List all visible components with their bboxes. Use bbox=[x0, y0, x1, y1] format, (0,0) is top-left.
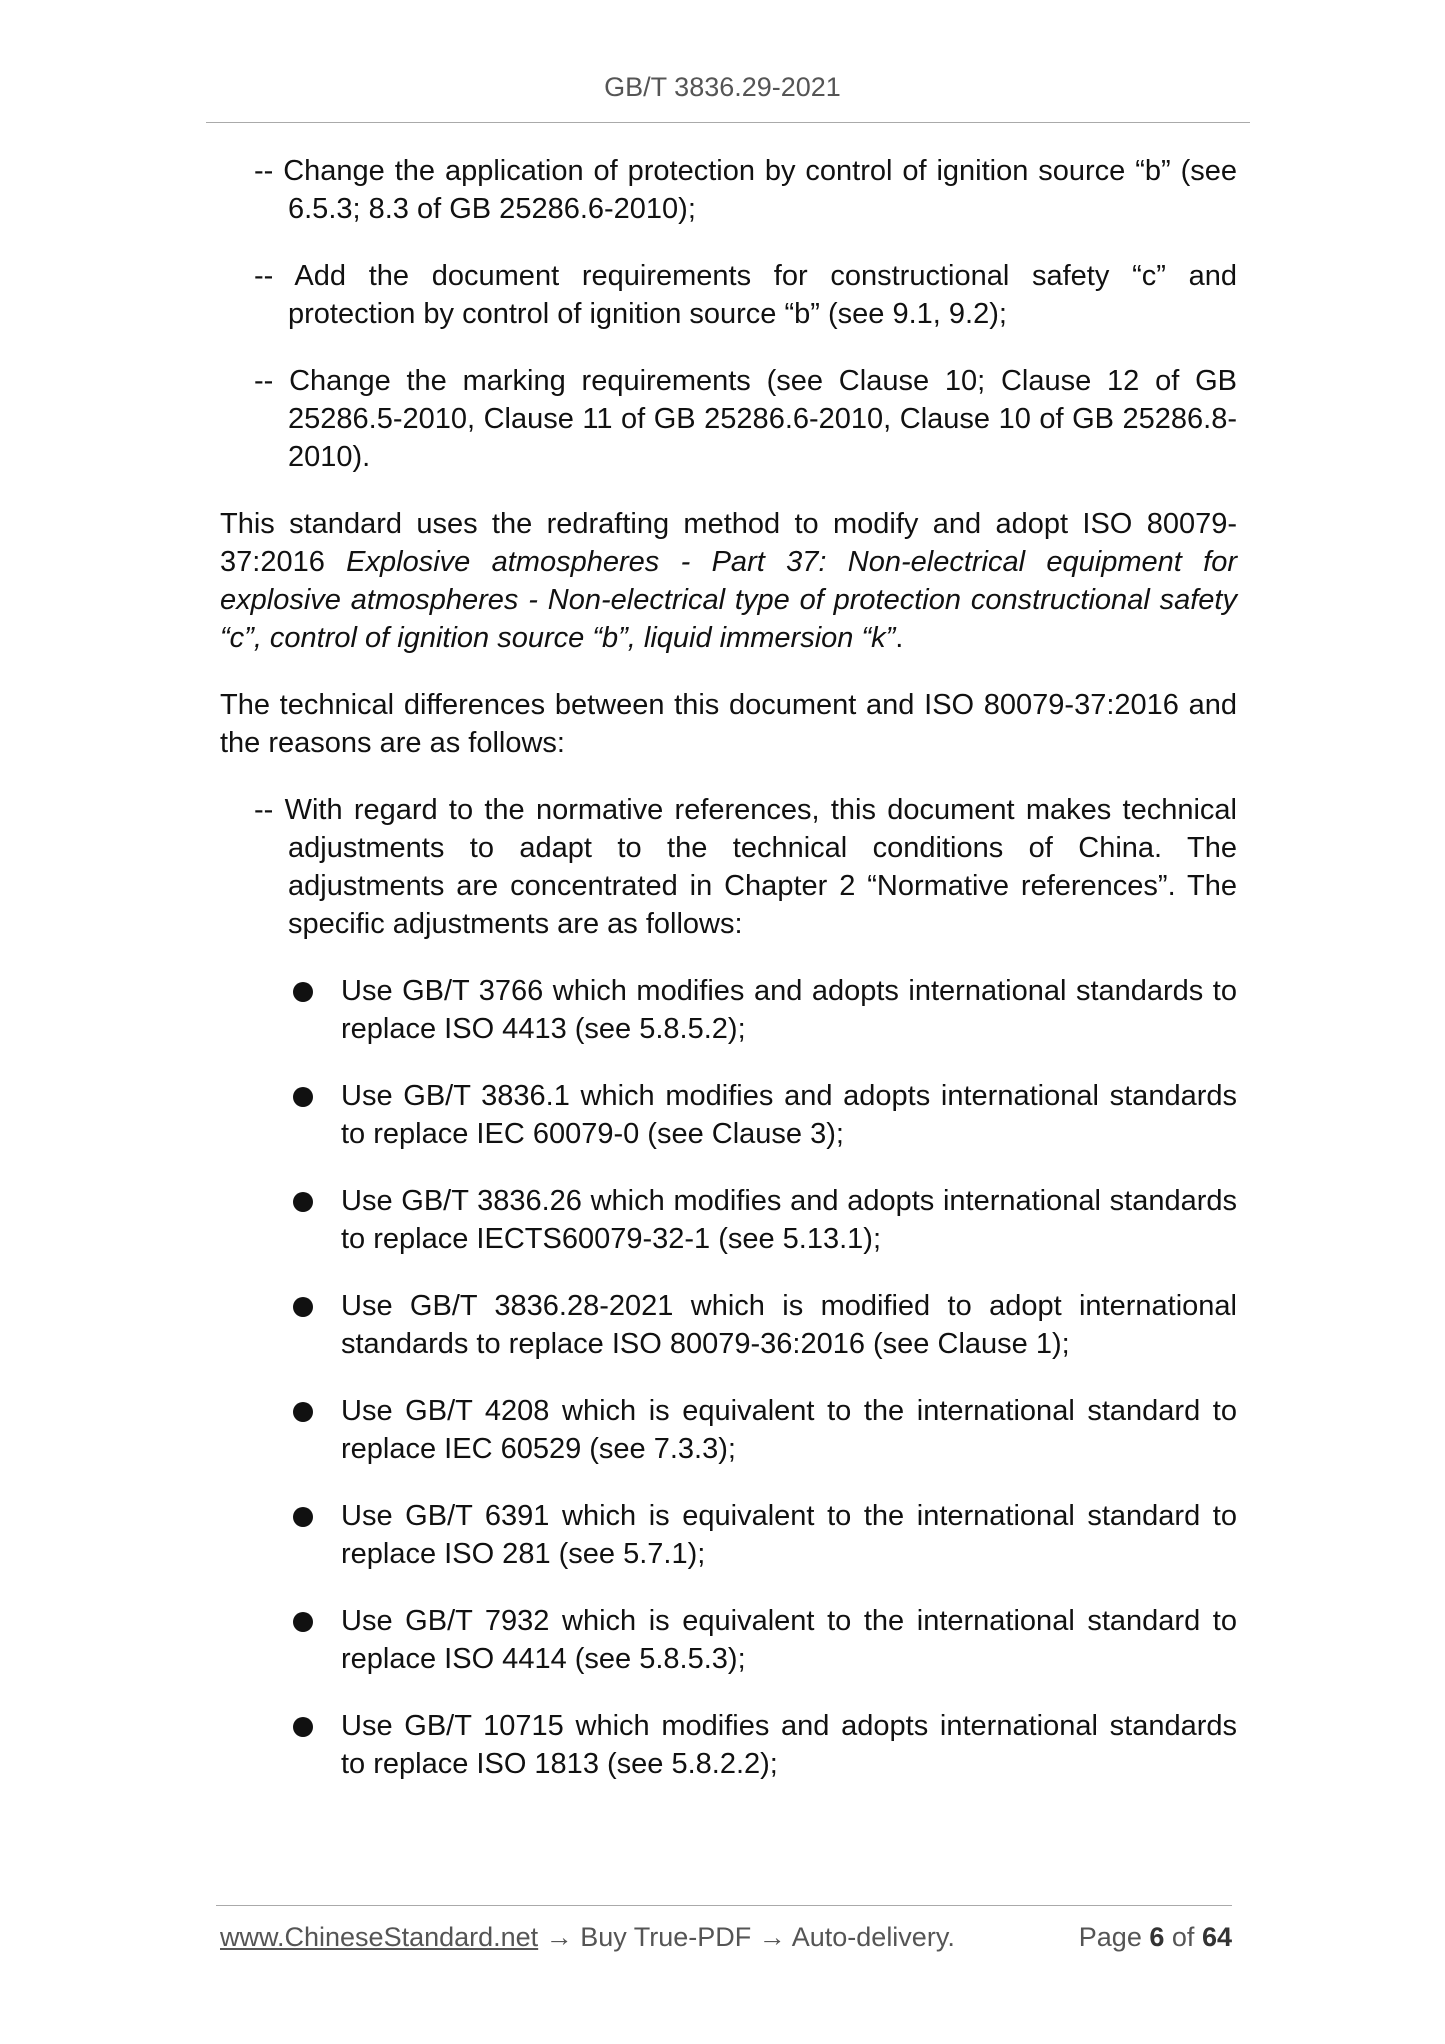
page-footer bbox=[220, 1922, 1232, 1960]
bullet-icon bbox=[293, 1297, 313, 1317]
promo-text: → Buy True-PDF → Auto-delivery. bbox=[538, 1922, 955, 1952]
list-item bbox=[220, 1707, 1237, 1783]
normative-references-item: -- With regard to the normative references, this document makes technical adjustments to adapt to the technical conditions of China. The adjustments are concentrated in Chapter 2 “Normative references”. The specific adjustments are as follows: bbox=[254, 794, 1237, 940]
adoption-prefix: This standard uses the redrafting method to modify and adopt ISO 80079-37:2016 bbox=[220, 508, 1237, 578]
list-item-text: Use GB/T 3836.28-2021 which is modified to adopt international standards to replace ISO 80079-36:2016 (see Clause 1); bbox=[341, 1290, 1237, 1360]
page-label: Page bbox=[1078, 1922, 1142, 1952]
adjustments-list bbox=[220, 972, 1237, 1783]
footer-divider bbox=[216, 1905, 1232, 1906]
list-item-text: Use GB/T 3766 which modifies and adopts international standards to replace ISO 4413 (see 5.8.5.2); bbox=[341, 975, 1237, 1045]
adoption-iso-title: Explosive atmospheres - Part 37: Non-electrical equipment for explosive atmospheres - Non-electrical type of protection constructional safety “c”, control of ignition source “b”, liquid immersion “k” bbox=[220, 546, 1237, 654]
differences-intro: The technical differences between this document and ISO 80079-37:2016 and the reasons are as follows: bbox=[220, 689, 1237, 759]
adoption-paragraph bbox=[220, 505, 1237, 657]
of-label: of bbox=[1171, 1922, 1195, 1952]
document-body bbox=[220, 152, 1237, 1812]
change-item: -- Change the application of protection by control of ignition source “b” (see 6.5.3; 8.3 of GB 25286.6-2010); bbox=[254, 155, 1237, 225]
list-item-text: Use GB/T 3836.1 which modifies and adopts international standards to replace IEC 60079-0 (see Clause 3); bbox=[341, 1080, 1237, 1150]
bullet-icon bbox=[293, 1192, 313, 1212]
page-header-title: GB/T 3836.29-2021 bbox=[604, 72, 841, 102]
list-item-text: Use GB/T 6391 which is equivalent to the international standard to replace ISO 281 (see 5.7.1); bbox=[341, 1500, 1237, 1570]
bullet-icon bbox=[293, 1087, 313, 1107]
total-pages: 64 bbox=[1201, 1922, 1232, 1952]
list-item-text: Use GB/T 4208 which is equivalent to the international standard to replace IEC 60529 (see 7.3.3); bbox=[341, 1395, 1237, 1465]
list-item bbox=[220, 1077, 1237, 1153]
header-divider bbox=[206, 122, 1250, 123]
list-item bbox=[220, 1602, 1237, 1678]
current-page: 6 bbox=[1149, 1922, 1165, 1952]
list-item bbox=[220, 1287, 1237, 1363]
list-item-text: Use GB/T 10715 which modifies and adopts international standards to replace ISO 1813 (see 5.8.2.2); bbox=[341, 1710, 1237, 1780]
list-item bbox=[220, 1182, 1237, 1258]
change-item: -- Change the marking requirements (see Clause 10; Clause 12 of GB 25286.5-2010, Clause 11 of GB 25286.6-2010, Clause 10 of GB 25286.8-2010). bbox=[254, 365, 1237, 473]
bullet-icon bbox=[293, 982, 313, 1002]
change-item: -- Add the document requirements for constructional safety “c” and protection by control of ignition source “b” (see 9.1, 9.2); bbox=[254, 260, 1237, 330]
bullet-icon bbox=[293, 1507, 313, 1527]
bullet-icon bbox=[293, 1402, 313, 1422]
list-item-text: Use GB/T 3836.26 which modifies and adopts international standards to replace IECTS60079-32-1 (see 5.13.1); bbox=[341, 1185, 1237, 1255]
bullet-icon bbox=[293, 1612, 313, 1632]
bullet-icon bbox=[293, 1717, 313, 1737]
footer-promo bbox=[220, 1922, 955, 1953]
list-item bbox=[220, 1392, 1237, 1468]
adoption-suffix: . bbox=[895, 622, 904, 654]
list-item bbox=[220, 972, 1237, 1048]
list-item bbox=[220, 1497, 1237, 1573]
site-link[interactable]: www.ChineseStandard.net bbox=[220, 1922, 539, 1952]
page-number bbox=[1079, 1922, 1232, 1953]
list-item-text: Use GB/T 7932 which is equivalent to the international standard to replace ISO 4414 (see 5.8.5.3); bbox=[341, 1605, 1237, 1675]
